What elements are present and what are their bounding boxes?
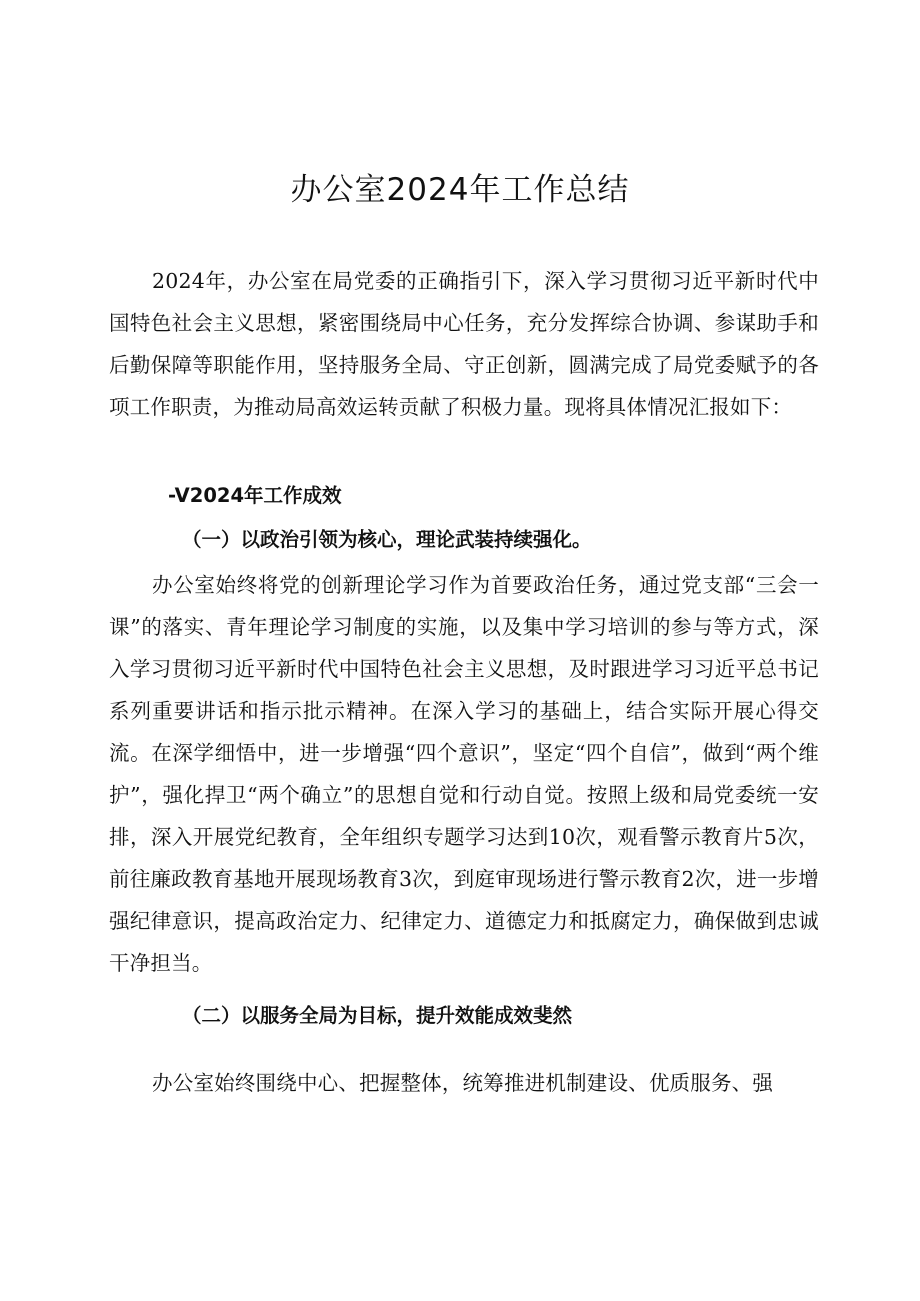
subsection-1-paragraph: 办公室始终将党的创新理论学习作为首要政治任务，通过党支部“三会一课”的落实、青年理论学习制度的实施，以及集中学习培训的参与等方式，深入学习贯彻习近平新时代中国特色社会主义思想，及时跟进学习习近平总书记系列重要讲话和指示批示精神。在深入学习的基础上，结合实际开展心得交流。在深学细悟中，进一步增强“四个意识”，坚定“四个自信”，做到“两个维护”，强化捍卫“两个确立”的思想自觉和行动自觉。按照上级和局党委统一安排，深入开展党纪教育，全年组织专题学习达到10次，观看警示教育片5次，前往廉政教育基地开展现场教育3次，到庭审现场进行警示教育2次，进一步增强纪律意识，提高政治定力、纪律定力、道德定力和抵腐定力，确保做到忠诚干净担当。 (109, 573, 819, 975)
intro-paragraph: 2024年，办公室在局党委的正确指引下，深入学习贯彻习近平新时代中国特色社会主义思想，紧密围绕局中心任务，充分发挥综合协调、参谋助手和后勤保障等职能作用，坚持服务全局、守正创新，圆满完成了局党委赋予的各项工作职责，为推动局高效运转贡献了积极力量。现将具体情况汇报如下： (109, 269, 819, 419)
subsection-heading-serve-overall: （二）以服务全局为目标，提升效能成效斐然 (182, 1004, 573, 1027)
section-heading-achievements: -V2024年工作成效 (168, 484, 342, 507)
subsection-heading-political-leadership: （一）以政治引领为核心，理论武装持续强化。 (182, 528, 592, 551)
document-title: 办公室2024年工作总结 (290, 172, 630, 208)
subsection-2-paragraph: 办公室始终围绕中心、把握整体，统筹推进机制建设、优质服务、强 (152, 1071, 774, 1095)
